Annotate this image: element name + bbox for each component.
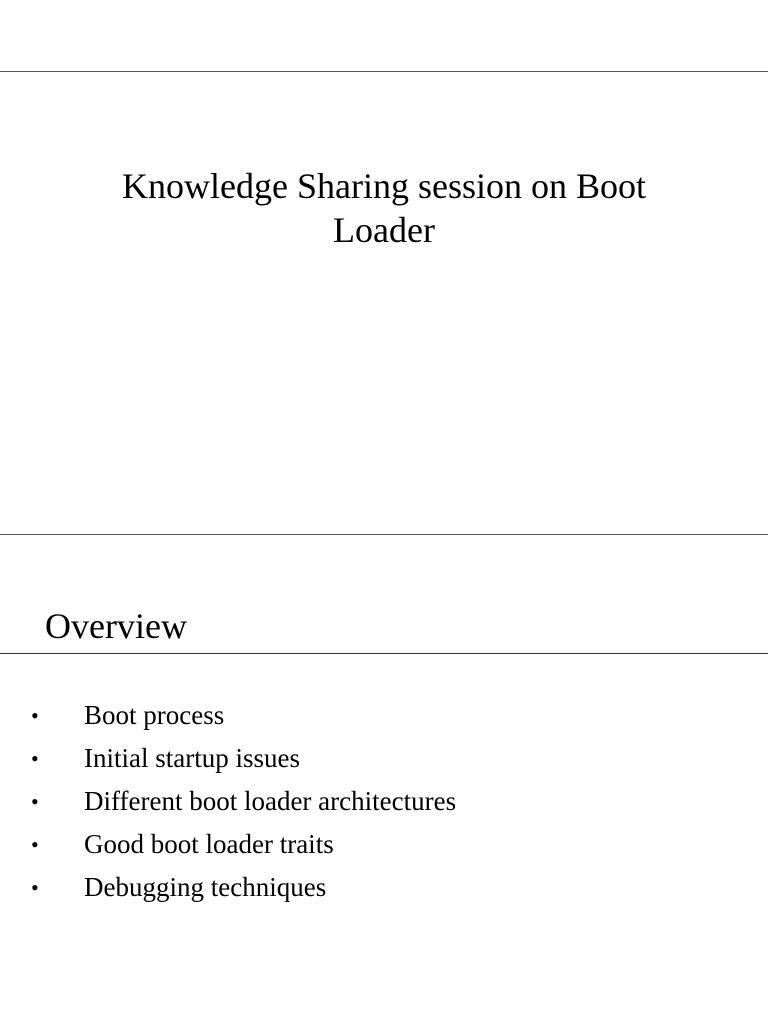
slide-1-title [60,164,708,252]
list-item [0,823,768,866]
bullet-text: Good boot loader traits [84,829,334,859]
bullet-icon: • [31,703,39,728]
bullet-icon: • [31,789,39,814]
heading-underline [0,653,768,654]
overview-bullet-list [0,694,768,909]
slide-2-heading: Overview [45,606,187,646]
list-item [0,737,768,780]
bullet-text: Boot process [84,700,225,730]
slide-1-title-line-1: Knowledge Sharing session on Boot [122,166,646,206]
slide-1-title-line-2: Loader [333,210,435,250]
list-item [0,866,768,909]
bullet-text: Different boot loader architectures [84,786,457,816]
slide-separator-middle [0,534,768,535]
bullet-text: Initial startup issues [84,743,300,773]
bullet-icon: • [31,746,39,771]
bullet-text: Debugging techniques [84,872,327,902]
slide-separator-top [0,71,768,72]
list-item [0,694,768,737]
bullet-icon: • [31,875,39,900]
list-item [0,780,768,823]
bullet-icon: • [31,832,39,857]
